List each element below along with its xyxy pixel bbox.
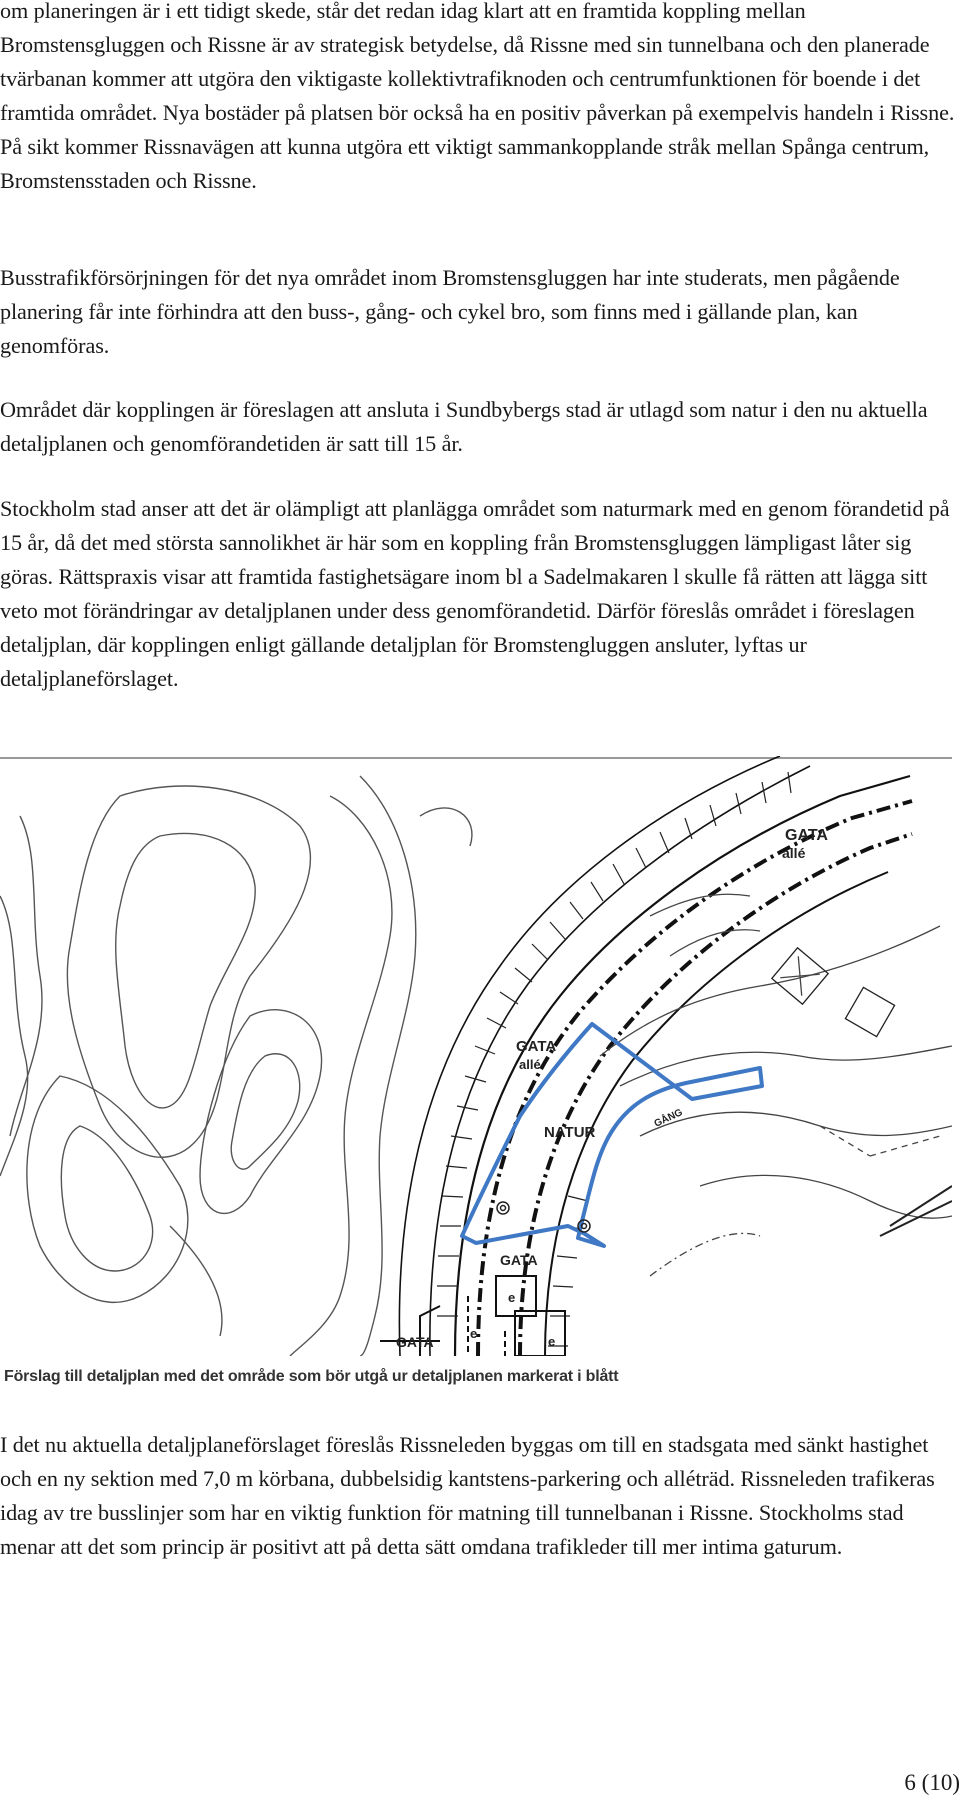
label-natur: NATUR	[544, 1124, 596, 1141]
map-drawing	[0, 756, 952, 1356]
detail-plan-map	[0, 756, 952, 1356]
road-corridor	[399, 756, 912, 1356]
label-gata-top: GATA	[785, 827, 828, 844]
map-caption: Förslag till detaljplan med det område som bör utgå ur detaljplanen markerat i blått	[4, 1368, 619, 1385]
paragraph-1: om planeringen är i ett tidigt skede, står det redan idag klart att en framtida koppling mellan Bromstensgluggen och Rissne är av strategisk betydelse, då Rissne med sin tunnelbana och den planerade tvärbanan kommer att utgöra den viktigaste kollektivtrafiknoden och centrumfunktionen för boende i det framtida området. Nya bostäder på platsen bör också ha en positiv påverkan på exempelvis handeln i Rissne. På sikt kommer Rissnavägen att kunna utgöra ett viktigt sammankopplande stråk mellan Spånga centrum, Bromstensstaden och Rissne.	[0, 0, 955, 193]
right-side-details	[600, 894, 952, 1276]
label-e1: e	[508, 1290, 516, 1305]
property-hatching	[437, 772, 791, 1346]
paragraph-2: Busstrafikförsörjningen för det nya området inom Bromstensgluggen har inte studerats, men pågående planering får inte förhindra att den buss-, gång- och cykel bro, som finns med i gällande plan, kan genomföras.	[0, 265, 900, 358]
label-alle-mid: allé	[519, 1057, 541, 1072]
label-gata-bottom: GATA	[500, 1252, 538, 1268]
paragraph-4: Stockholm stad anser att det är olämpligt att planlägga området som naturmark med en genom förandetid på 15 år, då det med största sannolikhet är här som en koppling från Bromstensgluggen lämpligast låter sig göras. Rättspraxis visar att framtida fastighetsägare inom bl a Sadelmakaren l skulle få rätten att lägga sitt veto mot förändringar av detaljplanen under dess genomförandetid. Därför föreslås området i föreslagen detaljplan, där kopplingen enligt gällande detaljplan för Bromstengluggen ansluter, lyftas ur detaljplaneförslaget.	[0, 496, 950, 691]
paragraph-5: I det nu aktuella detaljplaneförslaget föreslås Rissneleden byggas om till en stadsgata med sänkt hastighet och en ny sektion med 7,0 m körbana, dubbelsidig kantstens-parkering och alléträd. Rissneleden trafikeras idag av tre busslinjer som har en viktig funktion för matning till tunnelbanan i Rissne. Stockholms stad menar att det som princip är positivt att på detta sätt omdana trafikleder till mer intima gaturum.	[0, 1432, 935, 1559]
page-number: 6 (10)	[904, 1770, 960, 1795]
tree-symbols	[497, 1202, 590, 1232]
label-e3: e	[548, 1334, 556, 1349]
label-gata-left: GATA	[396, 1334, 434, 1350]
label-alle-top: allé	[782, 845, 806, 861]
label-e2: e	[470, 1326, 478, 1341]
paragraph-3: Området där kopplingen är föreslagen att ansluta i Sundbybergs stad är utlagd som natur i den nu aktuella detaljplanen och genomförandetiden är satt till 15 år.	[0, 397, 928, 456]
label-gang: GÅNG	[652, 1107, 685, 1130]
label-gata-mid: GATA	[516, 1038, 557, 1055]
